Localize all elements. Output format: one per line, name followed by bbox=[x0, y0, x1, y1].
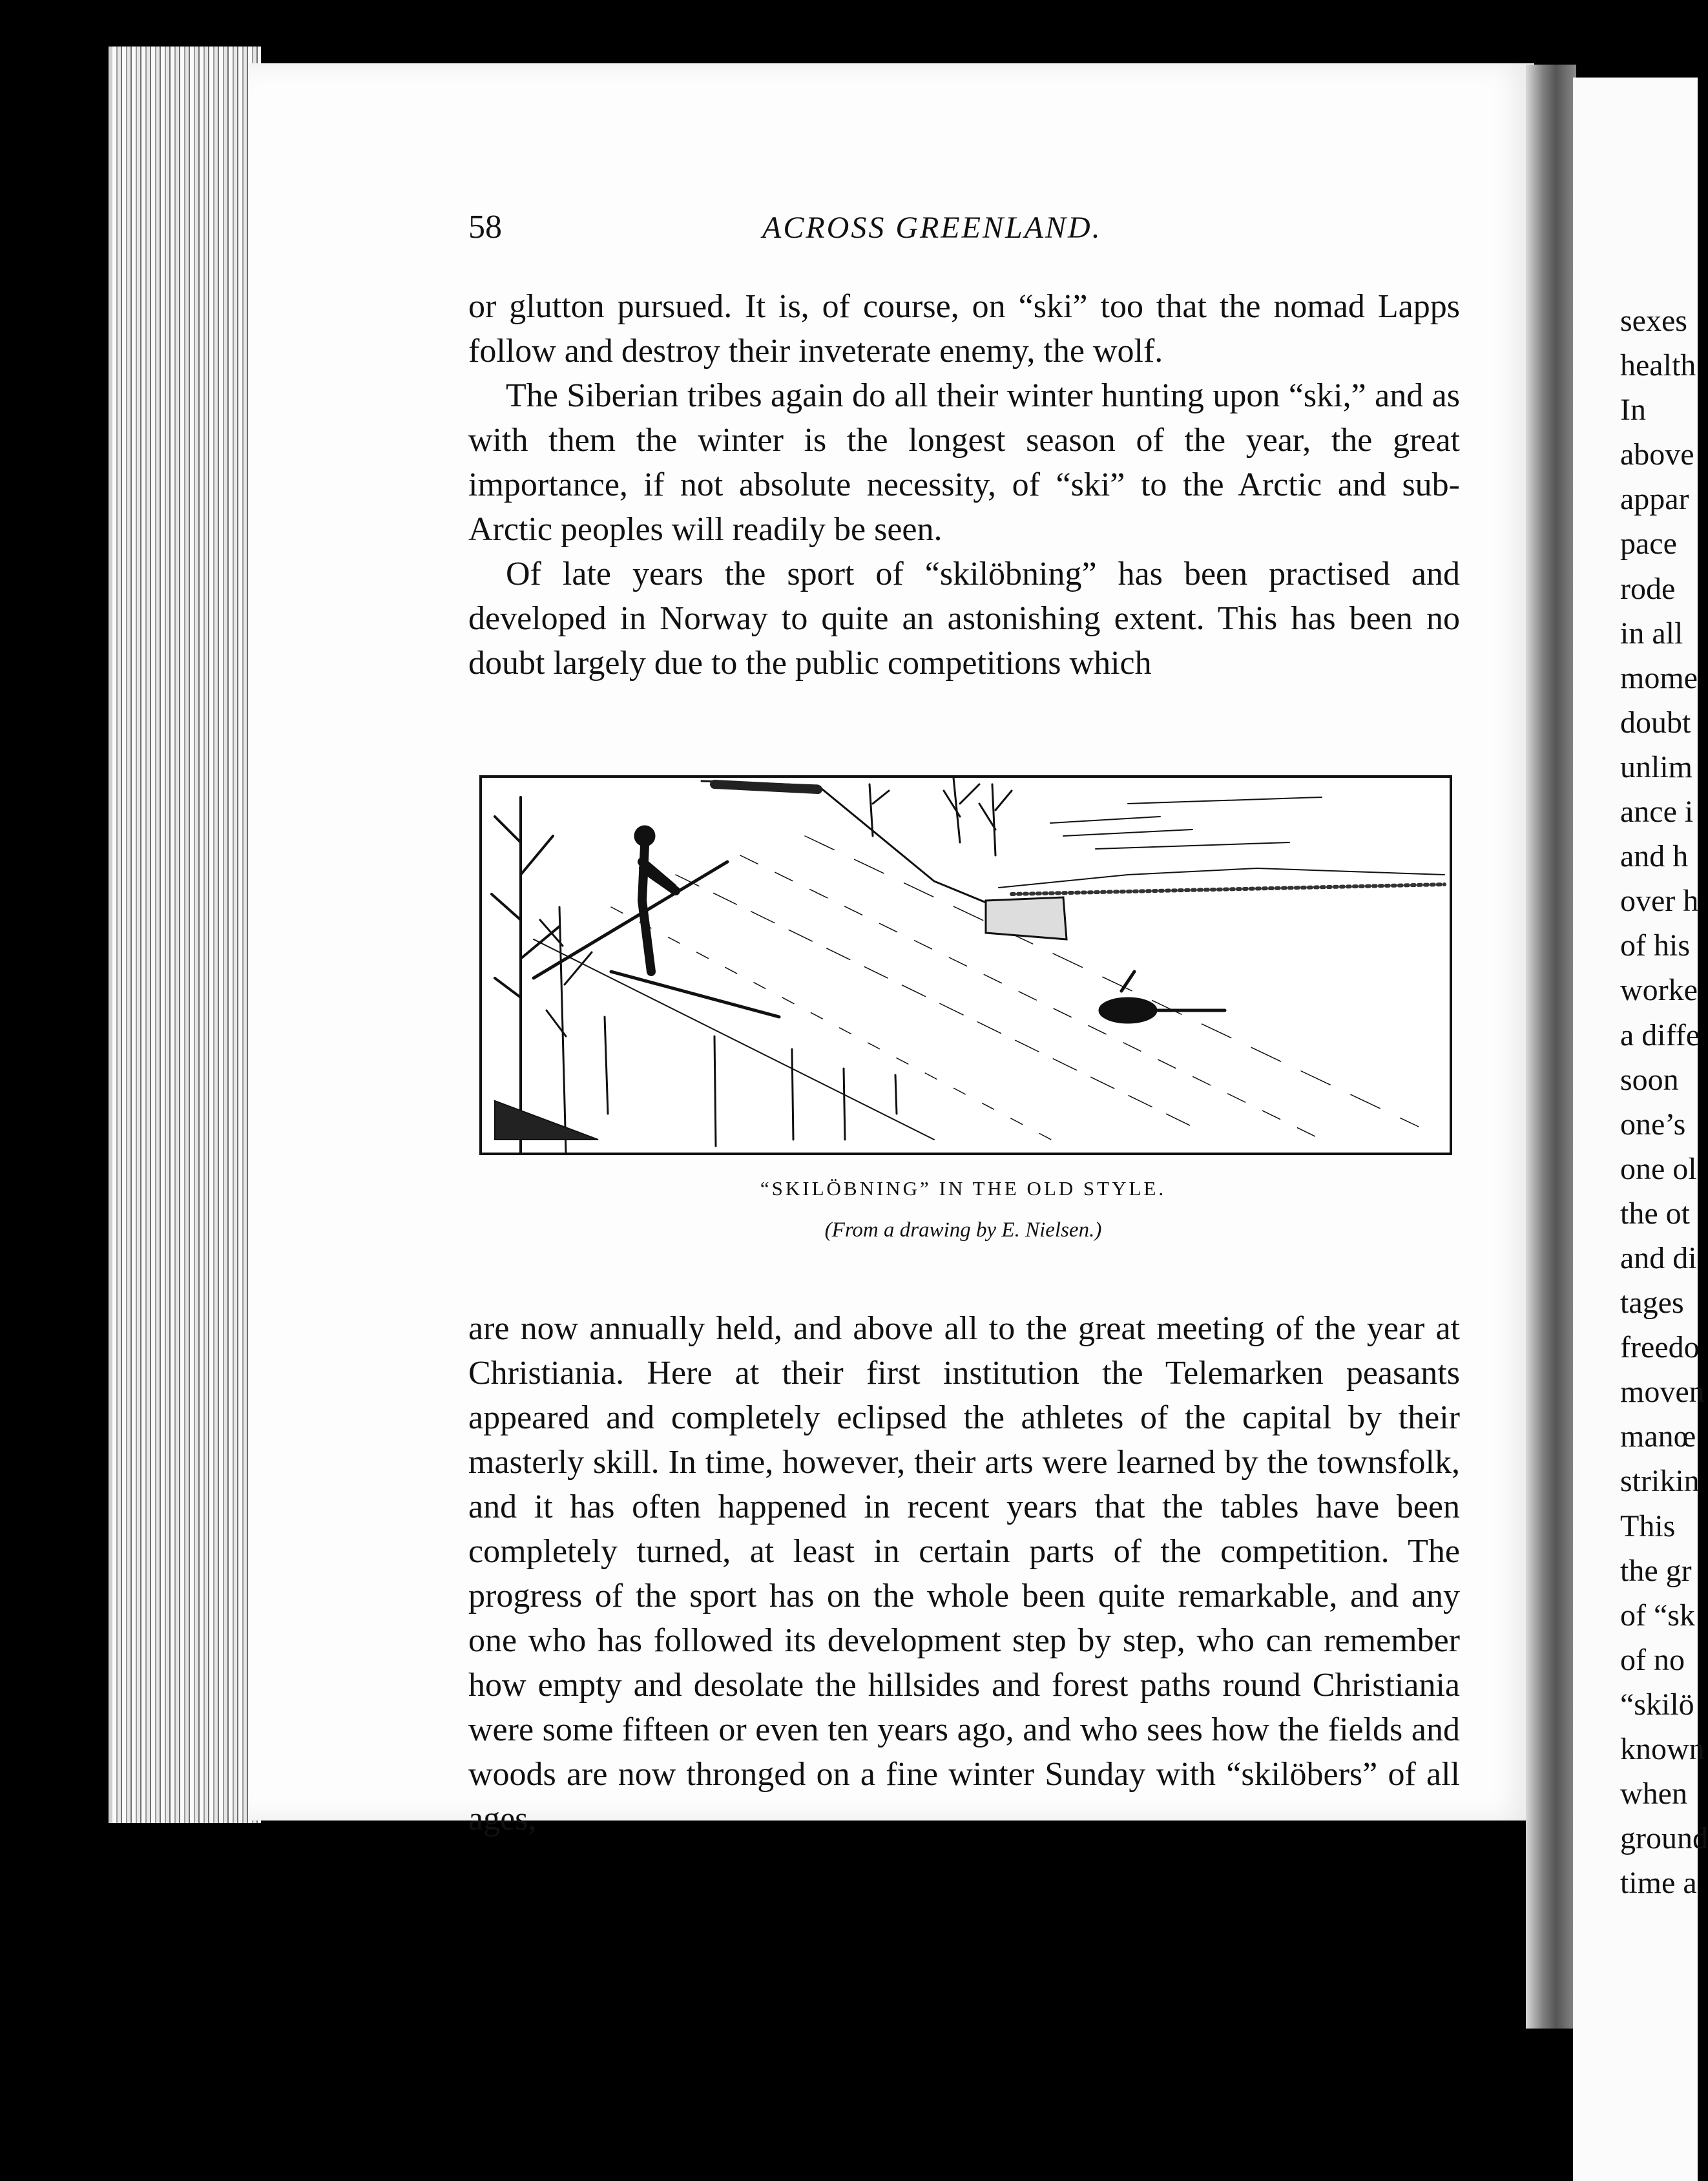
facing-page-line: mome bbox=[1620, 660, 1698, 695]
paragraph: The Siberian tribes again do all their winter hunting upon “ski,” and as with them the winter is the longest season of the year, the great importance, if not absolute necessity, of “ski” to the Arctic and sub-Arctic peoples will readily be seen. bbox=[468, 377, 1460, 548]
page-number: 58 bbox=[468, 209, 502, 245]
paragraph: are now annually held, and above all to the great meeting of the year at Christiania. Here at their first institution the Telemarken peasants appeared and completely eclipsed the athletes of the capital by their masterly skill. In time, however, their arts were learned by the townsfolk, and it has often happened in recent years that the tables have been completely turned, at least in certain parts of the competition. The progress of the sport has on the whole been quite remarkable, and any one who has followed its development step by step, who can remember how empty and desolate the hillsides and forest paths round Christiania were some fifteen or even ten years ago, and who sees how the fields and woods are now thronged on a fine winter Sunday with “skilöbers” of all ages, bbox=[468, 1310, 1460, 1837]
facing-page-line: in all bbox=[1620, 616, 1683, 651]
facing-page-line: tages bbox=[1620, 1286, 1684, 1320]
facing-page-line: one ol bbox=[1620, 1151, 1697, 1186]
figure-credit: (From a drawing by E. Nielsen.) bbox=[824, 1218, 1102, 1242]
facing-page-line: sexes bbox=[1620, 304, 1687, 338]
facing-page-line: the gr bbox=[1620, 1553, 1692, 1588]
facing-page-line: one’s bbox=[1620, 1107, 1686, 1142]
facing-page-line: moven bbox=[1620, 1375, 1705, 1410]
figure-caption: “SKILÖBNING” IN THE OLD STYLE. bbox=[760, 1177, 1167, 1200]
running-title: ACROSS GREENLAND. bbox=[762, 211, 1102, 245]
body-text-top bbox=[468, 284, 1460, 685]
facing-page-line: unlim bbox=[1620, 749, 1693, 784]
facing-page-line: freedo bbox=[1620, 1330, 1700, 1365]
facing-page-line: and di bbox=[1620, 1240, 1697, 1275]
facing-page-line: of “sk bbox=[1620, 1598, 1695, 1633]
facing-page-line: ground bbox=[1620, 1821, 1708, 1856]
facing-page-line: manœ bbox=[1620, 1419, 1696, 1454]
engraving-drawing bbox=[482, 778, 1450, 1153]
facing-page-line: appar bbox=[1620, 482, 1689, 517]
facing-page-line: time a bbox=[1620, 1866, 1697, 1901]
facing-page-line: when bbox=[1620, 1777, 1687, 1811]
facing-page-line: above bbox=[1620, 437, 1694, 472]
facing-page-line: strikin bbox=[1620, 1464, 1700, 1499]
facing-page-line: doubt bbox=[1620, 705, 1691, 740]
facing-page-line: “skilö bbox=[1620, 1687, 1694, 1722]
facing-page-line: over h bbox=[1620, 884, 1699, 919]
facing-page-line: pace bbox=[1620, 527, 1677, 561]
facing-page-line: soon bbox=[1620, 1062, 1679, 1097]
facing-page-line: a diffe bbox=[1620, 1017, 1700, 1052]
body-text-bottom bbox=[468, 1306, 1460, 1841]
facing-page-line: of no bbox=[1620, 1642, 1685, 1677]
paragraph: or glutton pursued. It is, of course, on “ski” too that the nomad Lapps follow and destroy their inveterate enemy, the wolf. bbox=[468, 288, 1460, 370]
facing-page-line: ance i bbox=[1620, 795, 1694, 830]
facing-page-line: This bbox=[1620, 1508, 1676, 1543]
facing-page-line: the ot bbox=[1620, 1196, 1690, 1231]
skiing-illustration bbox=[479, 775, 1452, 1155]
facing-page-line: worke bbox=[1620, 973, 1698, 1008]
facing-page-line: rode bbox=[1620, 571, 1676, 606]
book-gutter bbox=[1526, 65, 1576, 2029]
facing-page-line: and h bbox=[1620, 839, 1689, 874]
paragraph: Of late years the sport of “skilöbning” has been practised and developed in Norway to quite an astonishing extent. This has been no doubt largely due to the public competitions which bbox=[468, 556, 1460, 682]
facing-page-line: of his bbox=[1620, 928, 1690, 963]
page-edges bbox=[109, 47, 261, 1823]
facing-page-line: In bbox=[1620, 393, 1646, 428]
facing-page-line: health bbox=[1620, 348, 1696, 383]
facing-page-line: known bbox=[1620, 1732, 1705, 1766]
facing-page-text bbox=[1620, 298, 1708, 1905]
